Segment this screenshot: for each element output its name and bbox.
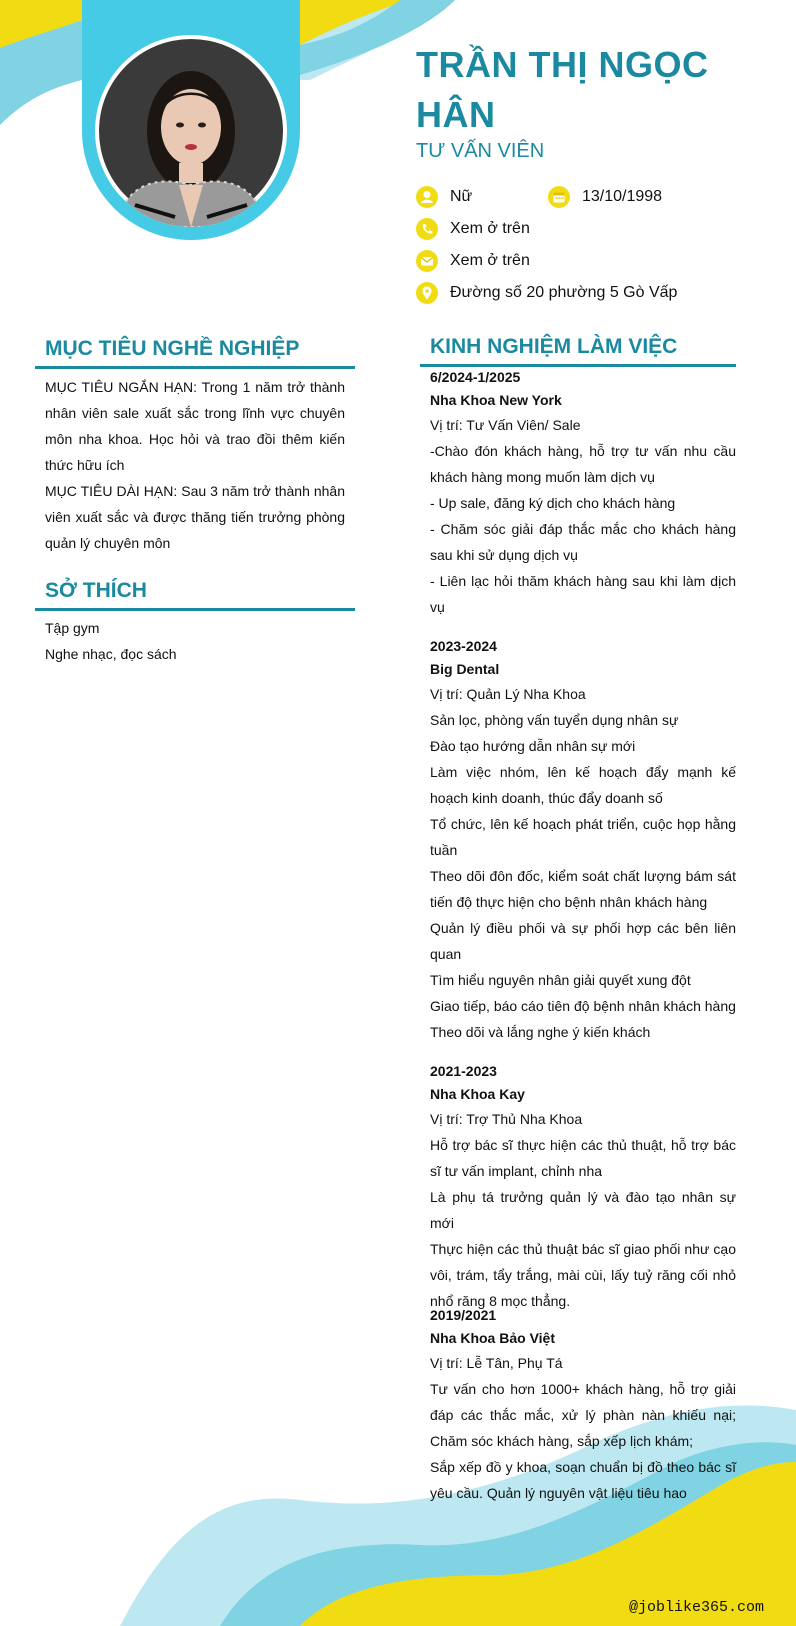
job-line: Vị trí: Tư Vấn Viên/ Sale (430, 417, 581, 433)
job-line: Theo dõi đôn đốc, kiểm soát chất lượng bám sát tiến độ thực hiện cho bệnh nhân khách hàng (430, 868, 736, 910)
objective-short-term: MỤC TIÊU NGẮN HẠN: Trong 1 năm trở thành nhân viên sale xuất sắc trong lĩnh vực chuyên môn nha khoa. Học hỏi và trao đồi thêm kiến thức hữu ích (45, 379, 345, 473)
job-line: Giao tiếp, báo cáo tiên độ bệnh nhân khách hàng (430, 998, 736, 1014)
job-line: Đào tạo hướng dẫn nhân sự mới (430, 738, 636, 754)
hobbies-title: SỞ THÍCH (35, 576, 355, 611)
phone-row (416, 218, 530, 240)
job-entry (430, 366, 736, 620)
job-date: 2021-2023 (430, 1063, 497, 1079)
birthday-row (548, 186, 662, 208)
job-line: - Up sale, đăng ký dịch cho khách hàng (430, 495, 676, 511)
hobbies-list (45, 615, 345, 667)
job-line: Làm việc nhóm, lên kế hoạch đẩy mạnh kế hoạch kinh doanh, thúc đẩy doanh số (430, 764, 736, 806)
birthday-value: 13/10/1998 (582, 188, 663, 205)
job-date: 2019/2021 (430, 1307, 497, 1323)
location-pin-icon (416, 282, 438, 304)
candidate-name: TRẦN THỊ NGỌC HÂN (416, 44, 709, 135)
job-line: Tư vấn cho hơn 1000+ khách hàng, hỗ trợ giải đáp các thắc mắc, xử lý phàn nàn khiếu nại; Chăm sóc khách hàng, sắp xếp lịch khám; (430, 1381, 736, 1449)
job-line: Vị trí: Lễ Tân, Phụ Tá (430, 1355, 563, 1371)
gender-row (416, 186, 472, 208)
address-value: Đường số 20 phường 5 Gò Vấp (450, 284, 678, 301)
watermark: @joblike365.com (628, 1599, 764, 1616)
phone-icon (416, 218, 438, 240)
job-entry (430, 1304, 736, 1506)
job-entry (430, 1060, 736, 1314)
profile-photo (95, 35, 287, 227)
job-entry (430, 635, 736, 1045)
objective-body (45, 374, 345, 556)
user-icon (416, 186, 438, 208)
email-value: Xem ở trên (450, 252, 530, 269)
job-line: -Chào đón khách hàng, hỗ trợ tư vấn nhu cầu khách hàng mong muốn làm dịch vụ (430, 443, 736, 485)
job-line: Tìm hiểu nguyên nhân giải quyết xung đột (430, 972, 691, 988)
gender-value: Nữ (450, 188, 473, 205)
job-date: 6/2024-1/2025 (430, 369, 521, 385)
calendar-icon (548, 186, 570, 208)
job-line: Sản lọc, phòng vấn tuyển dụng nhân sự (430, 712, 679, 728)
job-line: Vị trí: Quản Lý Nha Khoa (430, 686, 586, 702)
phone-value: Xem ở trên (450, 220, 530, 237)
job-line: Là phụ tá trưởng quản lý và đào tạo nhân sự mới (430, 1189, 736, 1231)
address-row (416, 282, 677, 304)
job-line: - Liên lạc hỏi thăm khách hàng sau khi làm dịch vụ (430, 573, 736, 615)
job-line: Hỗ trợ bác sĩ thực hiện các thủ thuật, hỗ trợ bác sĩ tư vấn implant, chỉnh nha (430, 1137, 736, 1179)
job-line: Tổ chức, lên kế hoạch phát triển, cuộc họp hằng tuần (430, 816, 736, 858)
candidate-role: TƯ VẤN VIÊN (416, 140, 545, 162)
job-line: Theo dõi và lắng nghe ý kiến khách (430, 1024, 651, 1040)
job-line: - Chăm sóc giải đáp thắc mắc cho khách hàng sau khi sử dụng dịch vụ (430, 521, 736, 563)
job-company: Nha Khoa New York (430, 392, 562, 408)
objective-title: MỤC TIÊU NGHỀ NGHIỆP (35, 334, 355, 369)
hobby-item: Nghe nhạc, đọc sách (45, 646, 177, 662)
job-line: Vị trí: Trợ Thủ Nha Khoa (430, 1111, 583, 1127)
experience-title: KINH NGHIỆM LÀM VIỆC (420, 332, 736, 367)
job-date: 2023-2024 (430, 638, 497, 654)
hobby-item: Tập gym (45, 620, 100, 636)
objective-long-term: MỤC TIÊU DÀI HẠN: Sau 3 năm trở thành nhân viên xuất sắc và được thăng tiến trưởng phòng quản lý chuyên môn (45, 483, 345, 551)
job-line: Thực hiện các thủ thuật bác sĩ giao phối như cạo vôi, trám, tẩy trắng, mài cùi, lấy tuỷ răng cối nhỏ nhổ răng 8 mọc thẳng. (430, 1241, 736, 1309)
envelope-icon (416, 250, 438, 272)
job-line: Sắp xếp đồ y khoa, soạn chuẩn bị đồ theo bác sĩ yêu cầu. Quản lý nguyên vật liệu tiêu hao (430, 1459, 736, 1501)
job-line: Quản lý điều phối và sự phối hợp các bên liên quan (430, 920, 736, 962)
job-company: Big Dental (430, 661, 500, 677)
job-company: Nha Khoa Kay (430, 1086, 525, 1102)
email-row (416, 250, 530, 272)
job-company: Nha Khoa Bảo Việt (430, 1330, 555, 1346)
